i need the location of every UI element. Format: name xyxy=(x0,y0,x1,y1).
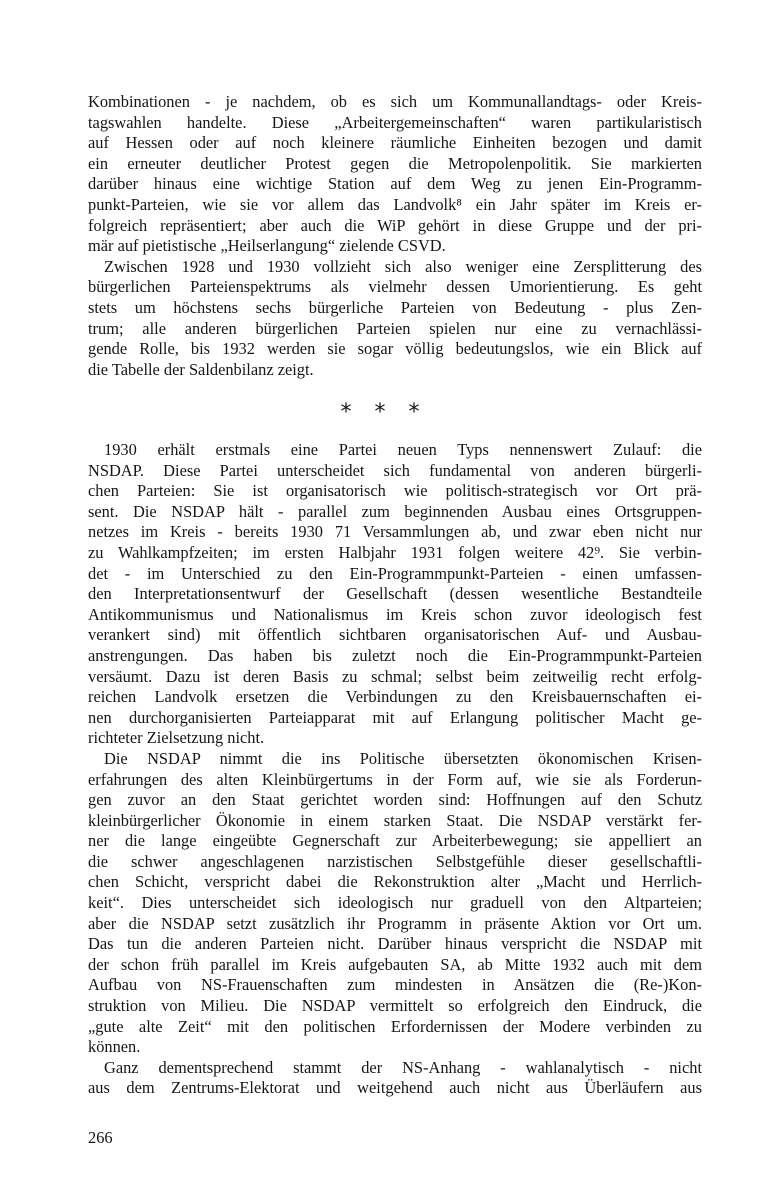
text-line: können. xyxy=(88,1037,141,1057)
text-block-upper xyxy=(88,92,702,380)
text-line: der schon früh parallel im Kreis aufgebauten SA, ab Mitte 1932 auch mit dem xyxy=(88,954,702,974)
text-line: darüber hinaus eine wichtige Station auf dem Weg zu jenen Ein-Programm- xyxy=(88,174,702,194)
text-line: die schwer angeschlagenen narzistischen Selbstgefühle dieser gesellschaftli- xyxy=(88,851,702,871)
text-line: keit“. Dies unterscheidet sich ideologisch nur graduell von den Altparteien; xyxy=(88,893,702,913)
text-line: Das tun die anderen Parteien nicht. Darüber hinaus verspricht die NSDAP mit xyxy=(88,934,702,954)
text-line: Aufbau von NS-Frauenschaften zum mindesten in Ansätzen die (Re-)Kon- xyxy=(88,975,702,995)
text-line: tagswahlen handelte. Diese „Arbeitergemeinschaften“ waren partikularistisch xyxy=(88,112,702,132)
text-line: sent. Die NSDAP hält - parallel zum beginnenden Ausbau eines Ortsgruppen- xyxy=(88,501,702,521)
text-line: anstrengungen. Das haben bis zuletzt noch die Ein-Programmpunkt-Parteien xyxy=(88,645,702,665)
text-line: Kombinationen - je nachdem, ob es sich um Kommunallandtags- oder Kreis- xyxy=(88,92,702,111)
text-line: 1930 erhält erstmals eine Partei neuen Typs nennenswert Zulauf: die xyxy=(104,440,702,459)
text-block-lower xyxy=(88,440,702,1099)
text-line: ein erneuter deutlicher Protest gegen die Metropolenpolitik. Sie markierten xyxy=(88,153,702,173)
text-line: struktion von Milieu. Die NSDAP vermittelt so erfolgreich den Eindruck, die xyxy=(88,996,702,1016)
text-line: zu Wahlkampfzeiten; im ersten Halbjahr 1931 folgen weitere 42⁹. Sie verbin- xyxy=(88,542,702,562)
text-line: reichen Landvolk ersetzen die Verbindungen zu den Kreisbauernschaften ei- xyxy=(88,687,702,707)
text-line: aber die NSDAP setzt zusätzlich ihr Programm in präsente Aktion vor Ort um. xyxy=(88,913,702,933)
text-line: bürgerlichen Parteienspektrums als vielmehr dessen Umorientierung. Es geht xyxy=(88,277,702,297)
text-line: ner die lange eingeübte Gegnerschaft zur Arbeiterbewegung; sie appelliert an xyxy=(88,831,702,851)
text-line: gen zuvor an den Staat gerichtet worden sind: Hoffnungen auf den Schutz xyxy=(88,790,702,810)
text-line: versäumt. Dazu ist deren Basis zu schmal; selbst beim zeitweilig recht erfolg- xyxy=(88,666,702,686)
text-line: erfahrungen des alten Kleinbürgertums in der Form auf, wie sie als Forderun- xyxy=(88,769,702,789)
page-number: 266 xyxy=(88,1128,113,1147)
text-line: kleinbürgerlicher Ökonomie in einem starken Staat. Die NSDAP verstärkt fer- xyxy=(88,810,702,830)
text-line: richteter Zielsetzung nicht. xyxy=(88,728,265,748)
text-line: punkt-Parteien, wie sie vor allem das Landvolk⁸ ein Jahr später im Kreis er- xyxy=(88,194,702,214)
text-line: Zwischen 1928 und 1930 vollzieht sich also weniger eine Zersplitterung des xyxy=(104,256,702,276)
text-line: aus dem Zentrums-Elektorat und weitgehend auch nicht aus Überläufern aus xyxy=(88,1078,702,1098)
text-line: chen Schicht, verspricht dabei die Rekonstruktion alter „Macht und Herrlich- xyxy=(88,872,702,892)
text-line: stets um höchstens sechs bürgerliche Parteien von Bedeutung - plus Zen- xyxy=(88,297,702,317)
text-line: netzes im Kreis - bereits 1930 71 Versammlungen ab, und zwar eben nicht nur xyxy=(88,522,702,542)
text-line: Ganz dementsprechend stammt der NS-Anhang - wahlanalytisch - nicht xyxy=(104,1057,702,1077)
text-line: die Tabelle der Saldenbilanz zeigt. xyxy=(88,359,314,379)
text-line: Die NSDAP nimmt die ins Politische übersetzten ökonomischen Krisen- xyxy=(104,748,702,768)
text-line: det - im Unterschied zu den Ein-Programmpunkt-Parteien - einen umfassen- xyxy=(88,563,702,583)
text-line: verankert sind) mit öffentlich sichtbaren organisatorischen Auf- und Ausbau- xyxy=(88,625,702,645)
section-separator: * * * xyxy=(340,400,428,425)
text-line: mär auf pietistische „Heilserlangung“ zielende CSVD. xyxy=(88,236,446,256)
text-line: trum; alle anderen bürgerlichen Parteien spielen nur eine zu vernachlässi- xyxy=(88,318,702,338)
text-line: chen Parteien: Sie ist organisatorisch wie politisch-strategisch vor Ort prä- xyxy=(88,481,702,501)
text-line: Antikommunismus und Nationalismus im Kreis schon zuvor ideologisch fest xyxy=(88,604,702,624)
text-line: auf Hessen oder auf noch kleinere räumliche Einheiten bezogen und damit xyxy=(88,133,702,153)
text-line: den Interpretationsentwurf der Gesellschaft (dessen wesentliche Bestandteile xyxy=(88,584,702,604)
text-line: gende Rolle, bis 1932 werden sie sogar völlig bedeutungslos, wie ein Blick auf xyxy=(88,339,702,359)
text-line: folgreich repräsentiert; aber auch die WiP gehört in diese Gruppe und der pri- xyxy=(88,215,702,235)
text-line: nen durchorganisierten Parteiapparat mit auf Erlangung politischer Macht ge- xyxy=(88,707,702,727)
text-line: „gute alte Zeit“ mit den politischen Erfordernissen der Modere verbinden zu xyxy=(88,1016,702,1036)
text-line: NSDAP. Diese Partei unterscheidet sich fundamental von anderen bürgerli- xyxy=(88,460,702,480)
